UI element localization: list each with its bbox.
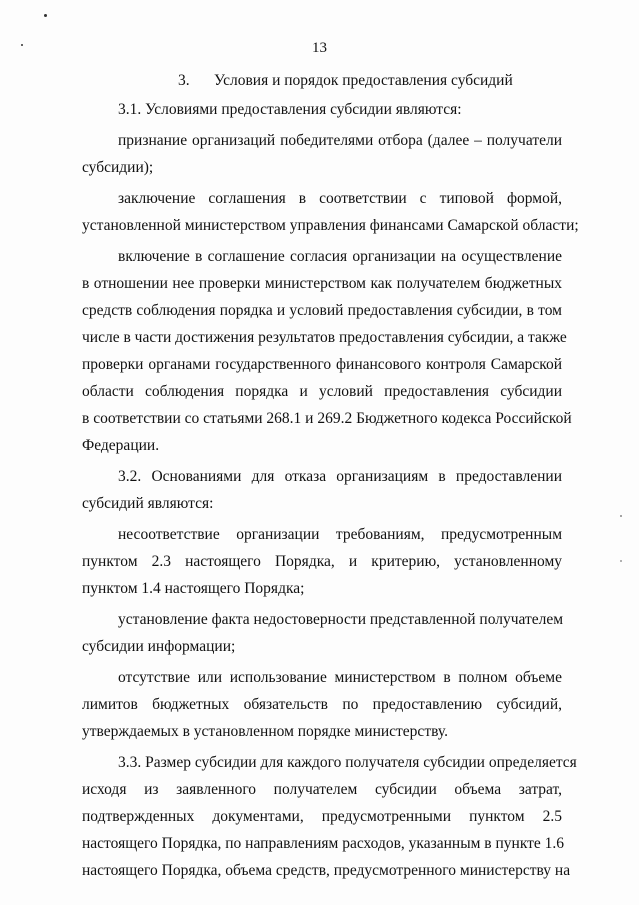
text-line: средств соблюдения порядка и условий предоставления субсидии, в том [82,302,562,319]
scan-speck [620,560,622,562]
text-line: установленной министерством управления финансами Самарской области; [82,217,579,234]
text-line: 3.1. Условиями предоставления субсидии являются: [118,101,462,118]
text-line: настоящего Порядка, объема средств, предусмотренного министерству на [82,862,571,879]
paragraph [82,664,562,745]
text-line: исходя из заявленного получателем субсидии объема затрат, [82,781,562,798]
document-body [82,96,579,884]
scan-speck [620,515,622,517]
text-line: в соответствии со статьями 268.1 и 269.2 Бюджетного кодекса Российской [82,410,572,427]
text-line: субсидий являются: [82,495,214,512]
text-line: признание организаций победителями отбора (далее – получатели [118,132,562,149]
text-line: проверки органами государственного финансового контроля Самарской [82,356,562,373]
text-line: субсидии информации; [82,638,236,655]
paragraph [82,749,577,884]
paragraph [82,96,562,123]
text-line: Федерации. [82,437,160,454]
text-line: лимитов бюджетных обязательств по предоставлению субсидий, [82,696,562,713]
text-line: пунктом 2.3 настоящего Порядка, и критерию, установленному [82,553,562,570]
text-line: пунктом 1.4 настоящего Порядка; [82,580,305,597]
paragraph [82,463,562,517]
section-number: 3. [178,72,190,89]
text-line: утверждаемых в установленном порядке министерству. [82,723,448,740]
paragraph [82,606,562,660]
text-line: установление факта недостоверности представленной получателем [118,611,564,628]
paragraph [82,185,579,239]
paragraph [82,127,562,181]
text-line: в отношении нее проверки министерством как получателем бюджетных [82,275,562,292]
text-line: подтвержденных документами, предусмотренными пунктом 2.5 [82,808,562,825]
text-line: 3.3. Размер субсидии для каждого получателя субсидии определяется [118,754,577,771]
paragraph [82,243,572,459]
section-heading [178,72,513,90]
text-line: области соблюдения порядка и условий предоставления субсидии [82,383,562,400]
text-line: 3.2. Основаниями для отказа организациям в предоставлении [118,468,562,485]
section-title: Условия и порядок предоставления субсидий [214,72,513,89]
text-line: несоответствие организации требованиям, предусмотренным [118,526,562,543]
text-line: настоящего Порядка, по направлениям расходов, указанным в пункте 1.6 [82,835,565,852]
scan-speck [44,14,47,17]
text-line: числе в части достижения результатов предоставления субсидии, а также [82,329,567,346]
text-line: заключение соглашения в соответствии с типовой формой, [118,190,562,207]
paragraph [82,521,562,602]
text-line: отсутствие или использование министерством в полном объеме [118,669,562,686]
text-line: субсидии); [82,159,154,176]
page-number: 13 [312,40,327,56]
text-line: включение в соглашение согласия организации на осуществление [118,248,562,265]
